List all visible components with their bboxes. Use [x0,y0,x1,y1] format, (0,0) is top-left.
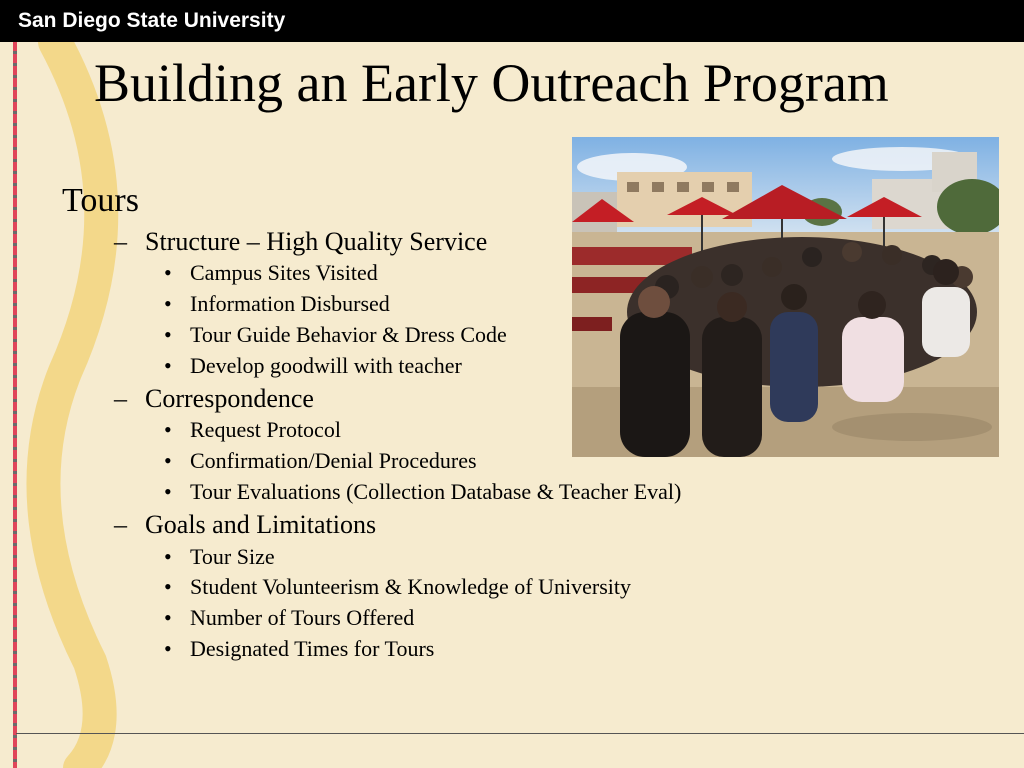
bullet-marker: • [164,479,172,504]
outline-heading: Tours [62,182,139,219]
outline-item: Develop goodwill with teacher [190,353,462,378]
decorative-wave [0,42,130,768]
bullet-marker: • [164,291,172,316]
outline-item: Tour Size [190,544,275,569]
bullet-marker: • [164,605,172,630]
dash-marker: – [114,510,127,539]
outline-item: Designated Times for Tours [190,636,435,661]
outline-item: Tour Guide Behavior & Dress Code [190,322,507,347]
outline-item: Request Protocol [190,417,341,442]
bullet-marker: • [164,322,172,347]
bullet-marker: • [164,574,172,599]
outline-section-label: Goals and Limitations [145,510,377,539]
outline-item: Information Disbursed [190,291,390,316]
dash-marker: – [114,384,127,413]
header-bar [0,0,1024,42]
outline-item: Confirmation/Denial Procedures [190,448,477,473]
campus-tour-photo [572,137,999,457]
bullet-marker: • [164,544,172,569]
outline-item: Student Volunteerism & Knowledge of University [190,574,631,599]
bullet-marker: • [164,417,172,442]
bullet-marker: • [164,353,172,378]
outline-item: Number of Tours Offered [190,605,415,630]
bullet-marker: • [164,260,172,285]
slide-title: Building an Early Outreach Program [94,53,889,113]
bullet-marker: • [164,636,172,661]
dash-marker: – [114,227,127,256]
outline-item: Tour Evaluations (Collection Database & Teacher Eval) [190,479,682,504]
bullet-marker: • [164,448,172,473]
outline-section-label: Correspondence [145,384,314,413]
university-name: San Diego State University [18,9,286,32]
outline-section-label: Structure – High Quality Service [145,227,488,256]
outline-item: Campus Sites Visited [190,260,378,285]
bottom-rule [16,733,1024,734]
